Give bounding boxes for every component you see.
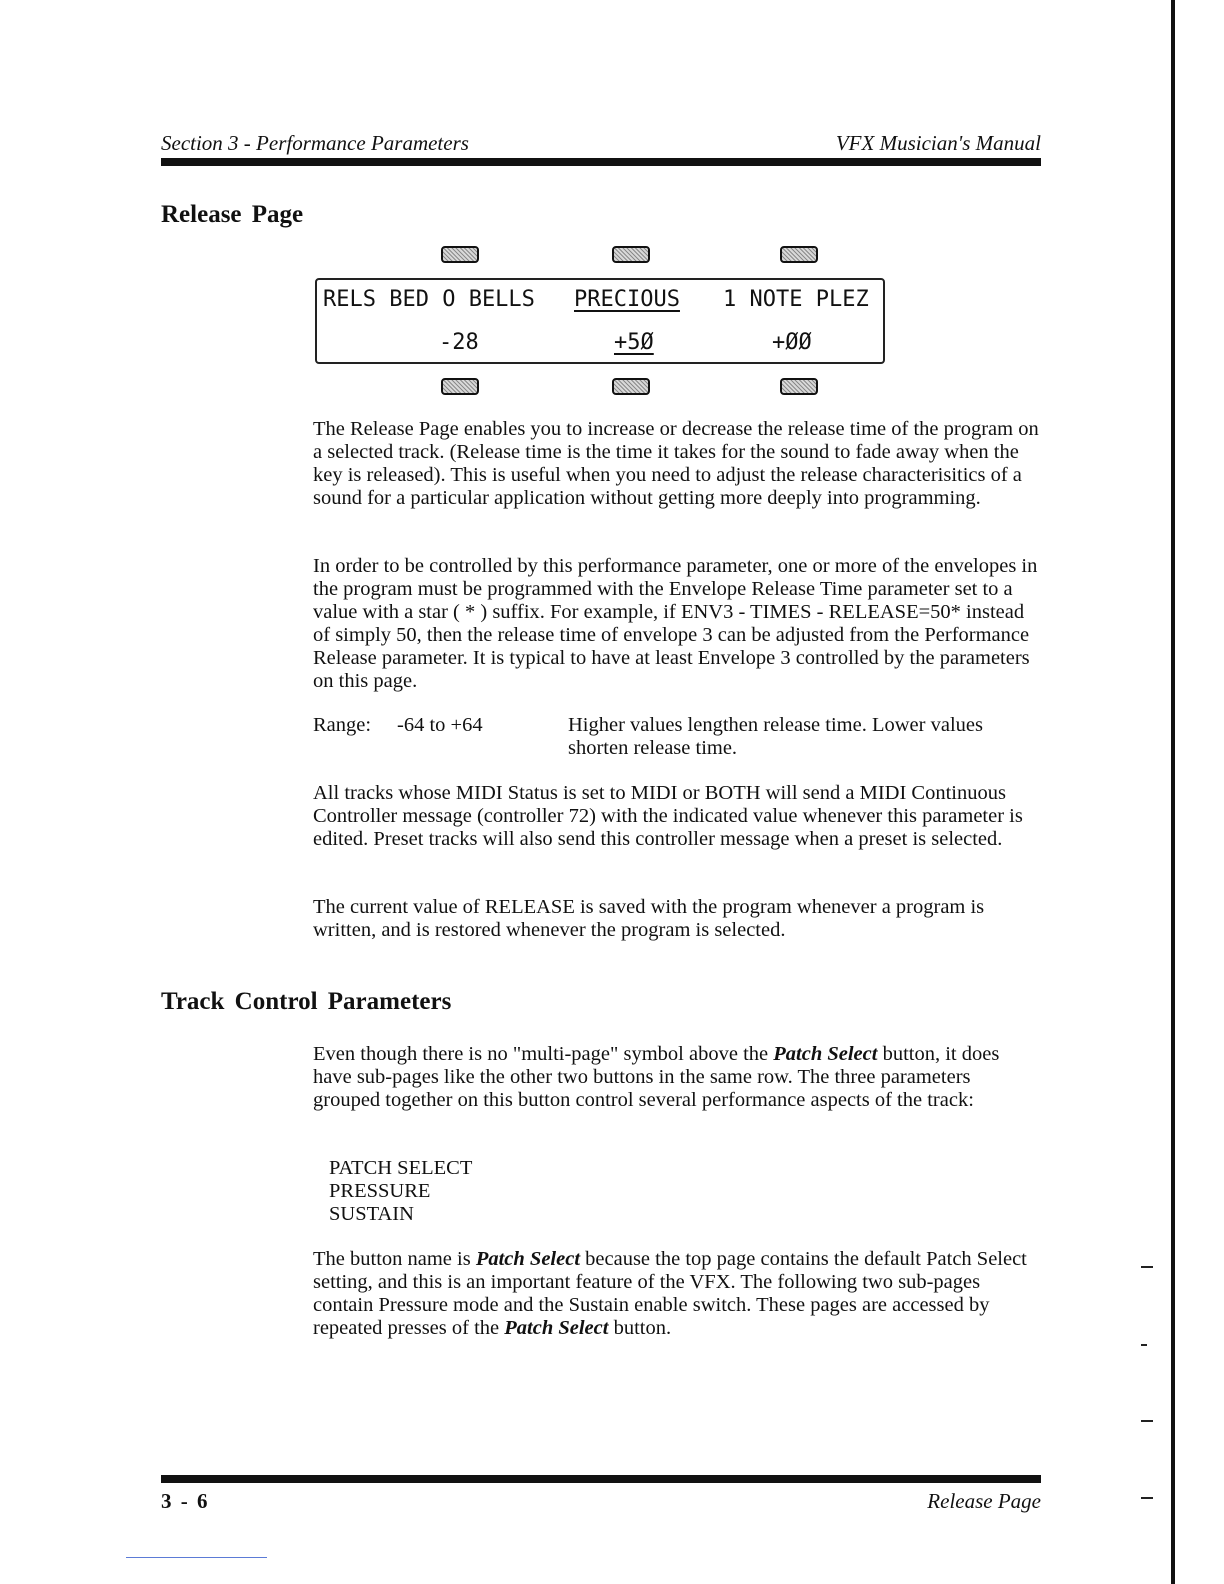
edge-tick	[1141, 1344, 1147, 1346]
list-item: SUSTAIN	[329, 1203, 414, 1225]
lcd-program-3: 1 NOTE PLEZ	[723, 287, 869, 312]
lcd-value-3: +ØØ	[772, 330, 812, 355]
soft-button-bottom-1[interactable]	[441, 378, 479, 395]
range-value: -64 to +64	[397, 714, 483, 736]
edge-tick	[1141, 1266, 1153, 1268]
release-page-heading: Release Page	[161, 201, 304, 228]
track-paragraph-1: Even though there is no "multi-page" symbol above the Patch Select button, it does have sub-pages like the other two buttons in the same row. The three parameters grouped together on this button control several performance aspects of the track:	[313, 1043, 1000, 1111]
release-paragraph-3: All tracks whose MIDI Status is set to MIDI or BOTH will send a MIDI Continuous Controller message (controller 72) with the indicated value whenever this parameter is edited. Preset tracks will also send this controller message when a preset is selected.	[313, 782, 1023, 850]
lcd-value-1: -28	[439, 330, 479, 355]
lcd-program-2-selected: PRECIOUS	[574, 287, 680, 312]
header-rule	[161, 158, 1041, 166]
page-edge-bar	[1171, 0, 1175, 1584]
track-paragraph-2: The button name is Patch Select because the top page contains the default Patch Select setting, and this is an important feature of the VFX. The following two sub-pages contain Pressure mode and the Sustain enable switch. These pages are accessed by repeated presses of the Patch Select button.	[313, 1248, 1027, 1339]
soft-button-top-2[interactable]	[612, 246, 650, 263]
soft-button-bottom-2[interactable]	[612, 378, 650, 395]
list-item: PRESSURE	[329, 1180, 431, 1202]
header-section-title: Section 3 - Performance Parameters	[161, 131, 469, 155]
edge-tick	[1141, 1497, 1153, 1499]
soft-button-top-3[interactable]	[780, 246, 818, 263]
release-paragraph-2: In order to be controlled by this performance parameter, one or more of the envelopes in the program must be programmed with the Envelope Release Time parameter set to a value with a star ( * ) suffix. For example, if ENV3 - TIMES - RELEASE=50* instead of simply 50, then the release time of envelope 3 can be adjusted from the Performance Release parameter. It is typical to have at least Envelope 3 controlled by the parameters on this page.	[313, 555, 1038, 692]
lcd-value-2: +5Ø	[614, 330, 654, 355]
soft-button-top-1[interactable]	[441, 246, 479, 263]
track-control-heading: Track Control Parameters	[161, 988, 452, 1015]
lcd-program-1: RELS BED O BELLS	[323, 287, 535, 312]
footer-page-title: Release Page	[927, 1489, 1041, 1513]
parameter-list	[329, 1157, 472, 1226]
release-paragraph-4: The current value of RELEASE is saved with the program whenever a program is written, and is restored whenever the program is selected.	[313, 896, 985, 941]
soft-button-bottom-3[interactable]	[780, 378, 818, 395]
range-description: Higher values lengthen release time. Lower values shorten release time.	[568, 714, 983, 759]
page-number: 3 - 6	[161, 1489, 210, 1513]
header-manual-title: VFX Musician's Manual	[835, 131, 1041, 155]
footer-link-underline	[126, 1557, 267, 1558]
list-item: PATCH SELECT	[329, 1157, 473, 1179]
footer-rule	[161, 1475, 1041, 1483]
patch-select-emphasis: Patch Select	[773, 1043, 878, 1065]
patch-select-emphasis: Patch Select	[504, 1317, 609, 1339]
edge-tick	[1141, 1420, 1153, 1422]
patch-select-emphasis: Patch Select	[475, 1248, 581, 1270]
lcd-display	[315, 278, 885, 364]
release-paragraph-1: The Release Page enables you to increase or decrease the release time of the program on a selected track. (Release time is the time it takes for the sound to fade away when the key is released). This is useful when you need to adjust the release characterisitics of a sound for a particular application without getting more deeply into programming.	[313, 418, 1039, 509]
range-label: Range:	[313, 714, 372, 736]
